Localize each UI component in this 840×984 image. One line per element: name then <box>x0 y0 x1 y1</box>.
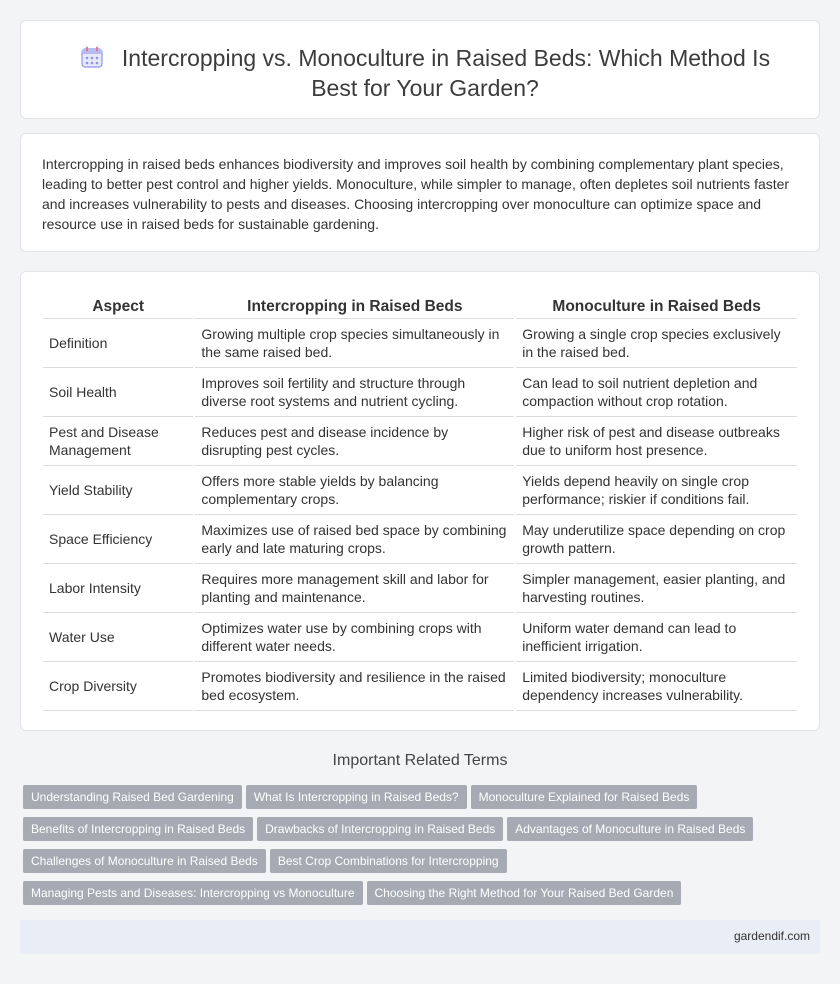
cell-aspect: Definition <box>43 319 193 368</box>
table-row <box>43 662 797 711</box>
table-row <box>43 319 797 368</box>
cell-intercropping: Maximizes use of raised bed space by combining early and late maturing crops. <box>195 515 514 564</box>
cell-monoculture: Simpler management, easier planting, and harvesting routines. <box>516 564 797 613</box>
cell-monoculture: Uniform water demand can lead to inefficient irrigation. <box>516 613 797 662</box>
page-title-text: Intercropping vs. Monoculture in Raised Beds: Which Method Is Best for Your Garden? <box>121 45 771 101</box>
footer <box>20 920 820 954</box>
table-row <box>43 515 797 564</box>
cell-monoculture: May underutilize space depending on crop growth pattern. <box>516 515 797 564</box>
table-header-row <box>43 296 797 319</box>
table-row <box>43 564 797 613</box>
comparison-table <box>41 296 799 711</box>
cell-intercropping: Offers more stable yields by balancing complementary crops. <box>195 466 514 515</box>
title-card <box>20 20 820 119</box>
table-row <box>43 417 797 466</box>
cell-intercropping: Promotes biodiversity and resilience in the raised bed ecosystem. <box>195 662 514 711</box>
related-term-link[interactable]: Monoculture Explained for Raised Beds <box>471 785 698 809</box>
related-term-link[interactable]: Choosing the Right Method for Your Raised Bed Garden <box>367 881 682 905</box>
comparison-card <box>20 271 820 731</box>
related-term-link[interactable]: What Is Intercropping in Raised Beds? <box>246 785 467 809</box>
cell-monoculture: Growing a single crop species exclusively in the raised bed. <box>516 319 797 368</box>
site-link[interactable]: gardendif.com <box>733 929 810 943</box>
tag-row <box>23 849 813 881</box>
header-monoculture: Monoculture in Raised Beds <box>516 296 797 319</box>
calendar-icon <box>80 45 104 69</box>
table-row <box>43 466 797 515</box>
related-term-link[interactable]: Challenges of Monoculture in Raised Beds <box>23 849 266 873</box>
related-term-link[interactable]: Best Crop Combinations for Intercropping <box>270 849 507 873</box>
tag-row <box>23 785 813 817</box>
cell-monoculture: Higher risk of pest and disease outbreaks due to uniform host presence. <box>516 417 797 466</box>
cell-intercropping: Requires more management skill and labor for planting and maintenance. <box>195 564 514 613</box>
cell-intercropping: Growing multiple crop species simultaneously in the same raised bed. <box>195 319 514 368</box>
cell-monoculture: Yields depend heavily on single crop performance; riskier if conditions fail. <box>516 466 797 515</box>
cell-aspect: Crop Diversity <box>43 662 193 711</box>
cell-intercropping: Improves soil fertility and structure through diverse root systems and nutrient cycling. <box>195 368 514 417</box>
tag-row <box>23 881 813 913</box>
page-title <box>61 43 789 103</box>
cell-aspect: Labor Intensity <box>43 564 193 613</box>
table-row <box>43 613 797 662</box>
related-term-link[interactable]: Drawbacks of Intercropping in Raised Beds <box>257 817 503 841</box>
table-row <box>43 368 797 417</box>
tag-row <box>23 817 813 849</box>
header-intercropping: Intercropping in Raised Beds <box>195 296 514 319</box>
header-aspect: Aspect <box>43 296 193 319</box>
cell-intercropping: Reduces pest and disease incidence by disrupting pest cycles. <box>195 417 514 466</box>
cell-aspect: Pest and Disease Management <box>43 417 193 466</box>
related-term-link[interactable]: Understanding Raised Bed Gardening <box>23 785 242 809</box>
cell-monoculture: Limited biodiversity; monoculture dependency increases vulnerability. <box>516 662 797 711</box>
related-term-link[interactable]: Advantages of Monoculture in Raised Beds <box>507 817 753 841</box>
cell-aspect: Space Efficiency <box>43 515 193 564</box>
related-terms-title: Important Related Terms <box>332 752 508 769</box>
cell-aspect: Soil Health <box>43 368 193 417</box>
cell-monoculture: Can lead to soil nutrient depletion and compaction without crop rotation. <box>516 368 797 417</box>
related-term-link[interactable]: Benefits of Intercropping in Raised Beds <box>23 817 253 841</box>
cell-aspect: Yield Stability <box>43 466 193 515</box>
cell-intercropping: Optimizes water use by combining crops with different water needs. <box>195 613 514 662</box>
cell-aspect: Water Use <box>43 613 193 662</box>
related-terms-list <box>23 785 813 913</box>
intro-card <box>20 133 820 252</box>
related-term-link[interactable]: Managing Pests and Diseases: Intercropping vs Monoculture <box>23 881 363 905</box>
intro-paragraph: Intercropping in raised beds enhances biodiversity and improves soil health by combining complementary plant species, leading to better pest control and higher yields. Monoculture, while simpler to manage, often depletes soil nutrients faster and increases vulnerability to pests and diseases. Choosing intercropping over monoculture can optimize space and resource use in raised beds for sustainable gardening. <box>42 156 790 232</box>
